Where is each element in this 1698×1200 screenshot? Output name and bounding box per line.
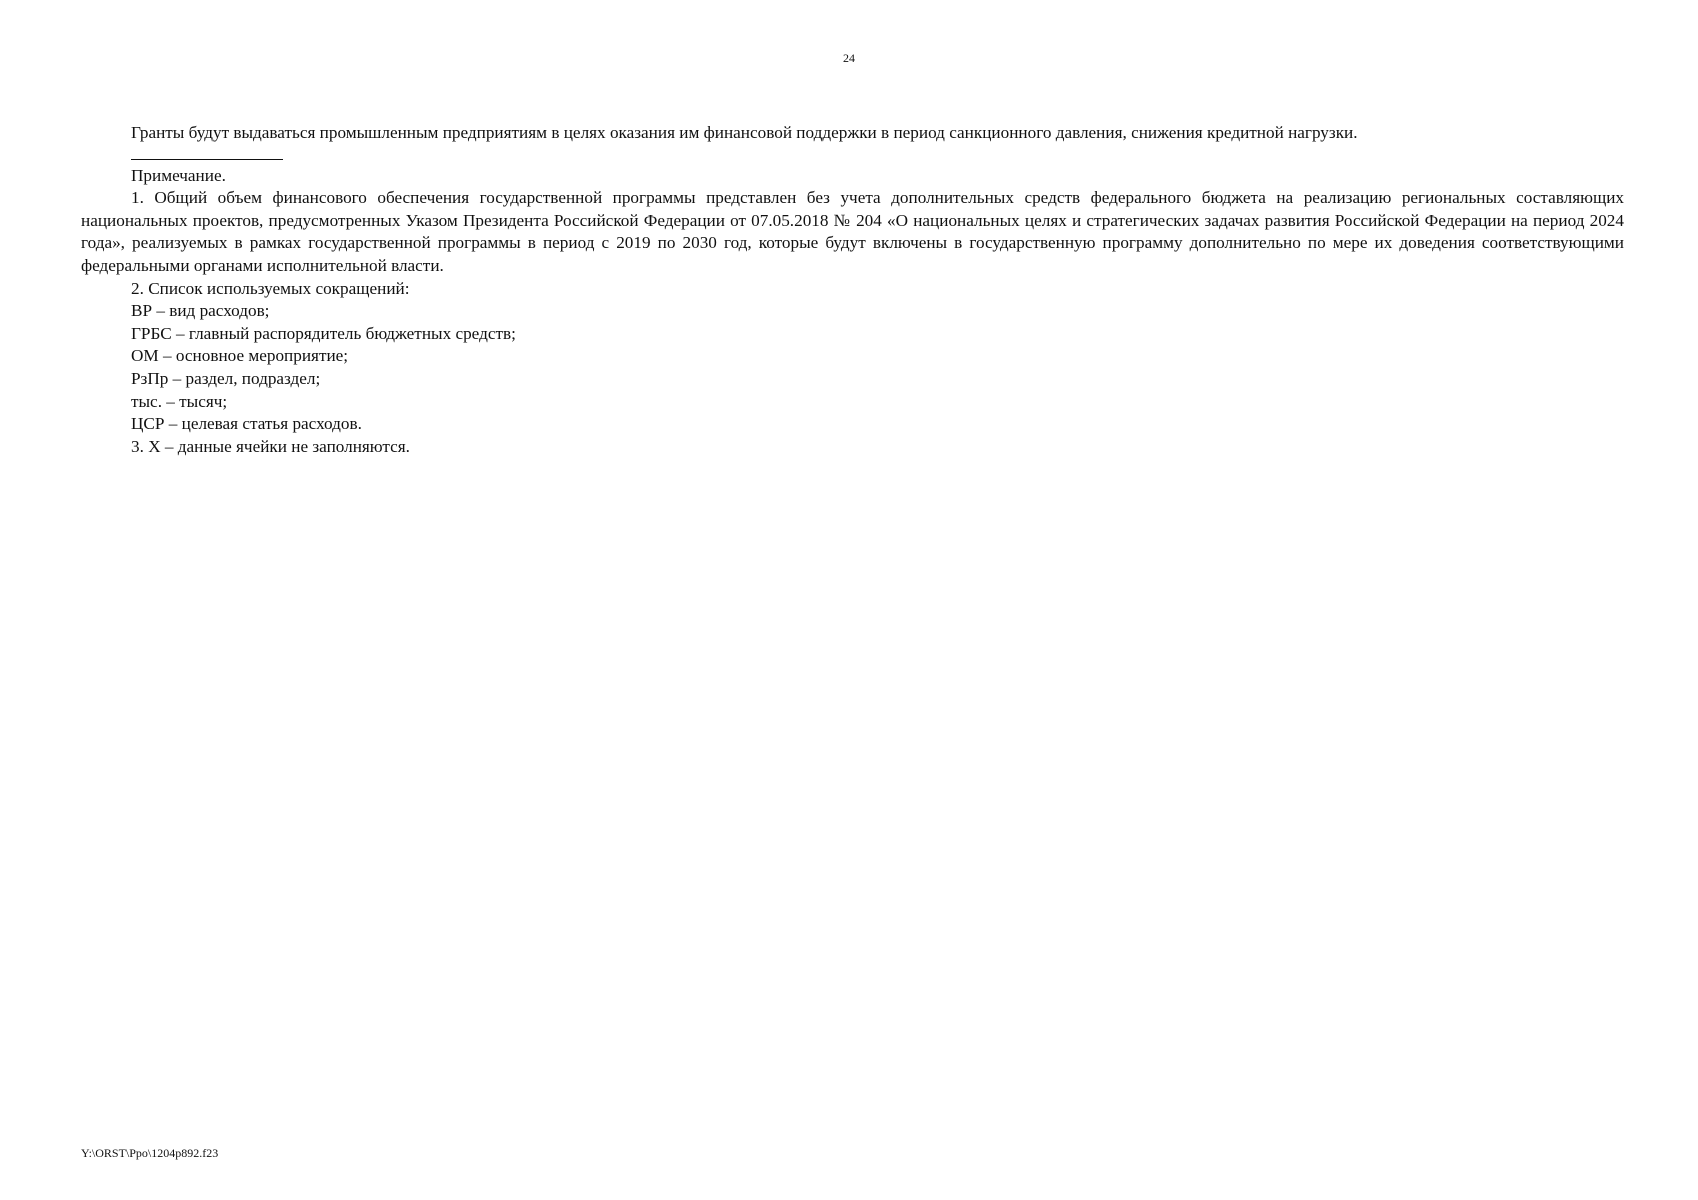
note-item-2: 2. Список используемых сокращений: [131,278,410,298]
abbreviation-tsr: ЦСР – целевая статья расходов. [131,414,362,434]
abbreviation-om: ОМ – основное мероприятие; [131,346,349,366]
note-item-1: 1. Общий объем финансового обеспечения государственной программы представлен без учета дополнительных средств федерального бюджета на реализацию региональных составляющих национальных проектов, предусмотренных Указом Президента Российской Федерации от 07.05.2018 № 204 «О национальных целях и стратегических задачах развития Российской Федерации на период 2024 года», реализуемых в рамках государственной программы в период с 2019 по 2030 год, которые будут включены в государственную программу дополнительно по мере их доведения соответствующими федеральными органами исполнительной власти. [81,188,1624,275]
page-number: 24 [843,51,855,65]
note-item-3: 3. Х – данные ячейки не заполняются. [131,436,410,456]
note-title: Примечание. [131,165,226,185]
footer-file-path: Y:\ORST\Ppo\1204p892.f23 [81,1146,219,1160]
document-body [81,122,1624,458]
abbreviation-grbs: ГРБС – главный распорядитель бюджетных средств; [131,323,516,343]
abbreviation-vr: ВР – вид расходов; [131,301,270,321]
abbreviation-tys: тыс. – тысяч; [131,391,228,411]
footnote-separator [131,159,283,160]
grant-paragraph: Гранты будут выдаваться промышленным предприятиям в целях оказания им финансовой поддержки в период санкционного давления, снижения кредитной нагрузки. [131,123,1358,142]
abbreviation-rzpr: РзПр – раздел, подраздел; [131,368,321,388]
